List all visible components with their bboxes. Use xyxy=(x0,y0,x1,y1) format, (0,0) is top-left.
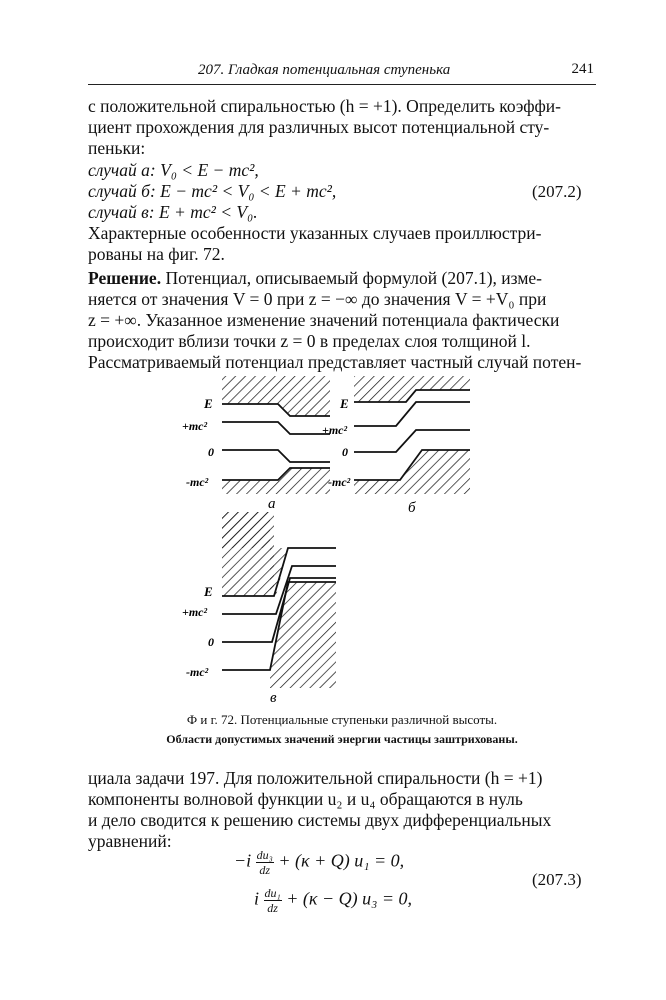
eq2-fraction xyxy=(264,886,282,915)
panel-b-plus-level xyxy=(354,402,470,426)
features-line-2: рованы на фиг. 72. xyxy=(88,244,225,264)
panel-a-upper-hatch xyxy=(222,376,330,416)
continuation-line-1: циала задачи 197. Для положительной спиральности (h = +1) xyxy=(88,768,543,788)
panel-a-lower-hatch xyxy=(222,468,330,494)
intro-line-1: с положительной спиральностью (h = +1). Определить коэффи- xyxy=(88,96,562,116)
case-a xyxy=(88,160,259,182)
panel-v-label-minus-mc2: -mc² xyxy=(186,665,209,679)
equation-1 xyxy=(234,848,404,877)
panel-v-label-plus-mc2: +mc² xyxy=(182,605,208,619)
equation-number-207-2: (207.2) xyxy=(532,182,582,201)
panel-a-label-minus-mc2: -mc² xyxy=(186,475,209,489)
panel-a-plus-level xyxy=(222,422,330,434)
eq1-numerator: du₃ xyxy=(256,848,273,862)
figure-72 xyxy=(160,372,520,712)
panel-v-label-E: E xyxy=(204,584,213,599)
eq1-denominator: dz xyxy=(259,863,271,877)
eq1-fraction xyxy=(256,848,274,877)
panel-b-zero-level xyxy=(354,430,470,452)
intro-line-3: пеньки: xyxy=(88,138,146,158)
figure-caption-line-1: Ф и г. 72. Потенциальные ступеньки различной высоты. xyxy=(186,712,498,727)
case-a-label: случай а: xyxy=(88,160,156,180)
panel-a-zero-level xyxy=(222,450,330,462)
panel-v-caption: в xyxy=(270,690,277,706)
running-header xyxy=(88,60,596,85)
eq2-rest: + (κ − Q) u₃ = 0, xyxy=(286,888,413,909)
panel-b-label-E: E xyxy=(340,396,349,411)
panel-v-label-zero: 0 xyxy=(208,635,214,649)
eq2-prefix: i xyxy=(254,888,260,909)
panel-v xyxy=(182,512,336,706)
intro-line-2: циент прохождения для различных высот потенциальной сту- xyxy=(88,117,550,137)
page-number: 241 xyxy=(571,61,594,77)
panel-b-lower-hatch xyxy=(354,450,470,494)
panel-a-caption: а xyxy=(268,496,276,512)
solution-line-3: z = +∞. Указанное изменение значений потенциала фактически xyxy=(88,310,560,330)
panel-b-label-plus-mc2: +mc² xyxy=(322,423,348,437)
features-line-1: Характерные особенности указанных случаев проиллюстри- xyxy=(88,223,542,243)
panel-a-label-zero: 0 xyxy=(208,445,214,459)
eq2-denominator: dz xyxy=(267,901,278,915)
solution-heading: Решение. xyxy=(88,268,162,288)
eq1-rest: + (κ + Q) u₁ = 0, xyxy=(278,850,405,871)
case-v-label: случай в: xyxy=(88,202,155,222)
case-v-condition: E + mc² < V₀. xyxy=(158,202,258,222)
solution-line-5: Рассматриваемый потенциал представляет частный случай потен- xyxy=(88,352,582,372)
panel-b-label-zero: 0 xyxy=(342,445,348,459)
case-b-label: случай б: xyxy=(88,181,156,201)
continuation-line-4: уравнений: xyxy=(88,831,172,851)
solution-line-4: происходит вблизи точки z = 0 в пределах слоя толщиной l. xyxy=(88,331,531,351)
case-v xyxy=(88,202,258,224)
case-b xyxy=(88,181,336,203)
solution-text-1: Потенциал, описываемый формулой (207.1), изме- xyxy=(161,268,543,288)
header-title: 207. Гладкая потенциальная ступенька xyxy=(198,62,451,78)
figure-caption-line-2: Области допустимых значений энергии частицы заштрихованы. xyxy=(166,732,518,746)
solution-line-1 xyxy=(88,268,542,290)
panel-a xyxy=(182,376,330,512)
panel-b-caption: б xyxy=(408,500,416,516)
panel-v-upper-left-hatch xyxy=(222,512,274,596)
case-b-condition: E − mc² < V₀ < E + mc², xyxy=(160,181,337,201)
case-a-condition: V₀ < E − mc², xyxy=(160,160,259,180)
eq1-prefix: −i xyxy=(234,850,252,871)
continuation-line-2: компоненты волновой функции u₂ и u₄ обращаются в нуль xyxy=(88,789,523,809)
panel-b-upper-hatch xyxy=(354,376,470,402)
panel-b-label-minus-mc2: -mc² xyxy=(328,475,351,489)
equation-number-207-3: (207.3) xyxy=(532,870,582,889)
panel-b xyxy=(322,376,470,516)
panel-a-label-E: E xyxy=(204,396,213,411)
continuation-line-3: и дело сводится к решению системы двух дифференциальных xyxy=(88,810,552,830)
solution-line-2: няется от значения V = 0 при z = −∞ до значения V = +V₀ при xyxy=(88,289,547,309)
equation-2 xyxy=(254,886,412,915)
eq2-numerator: du₁ xyxy=(264,886,281,900)
panel-v-lower-hatch xyxy=(270,582,336,688)
panel-a-label-plus-mc2: +mc² xyxy=(182,419,208,433)
